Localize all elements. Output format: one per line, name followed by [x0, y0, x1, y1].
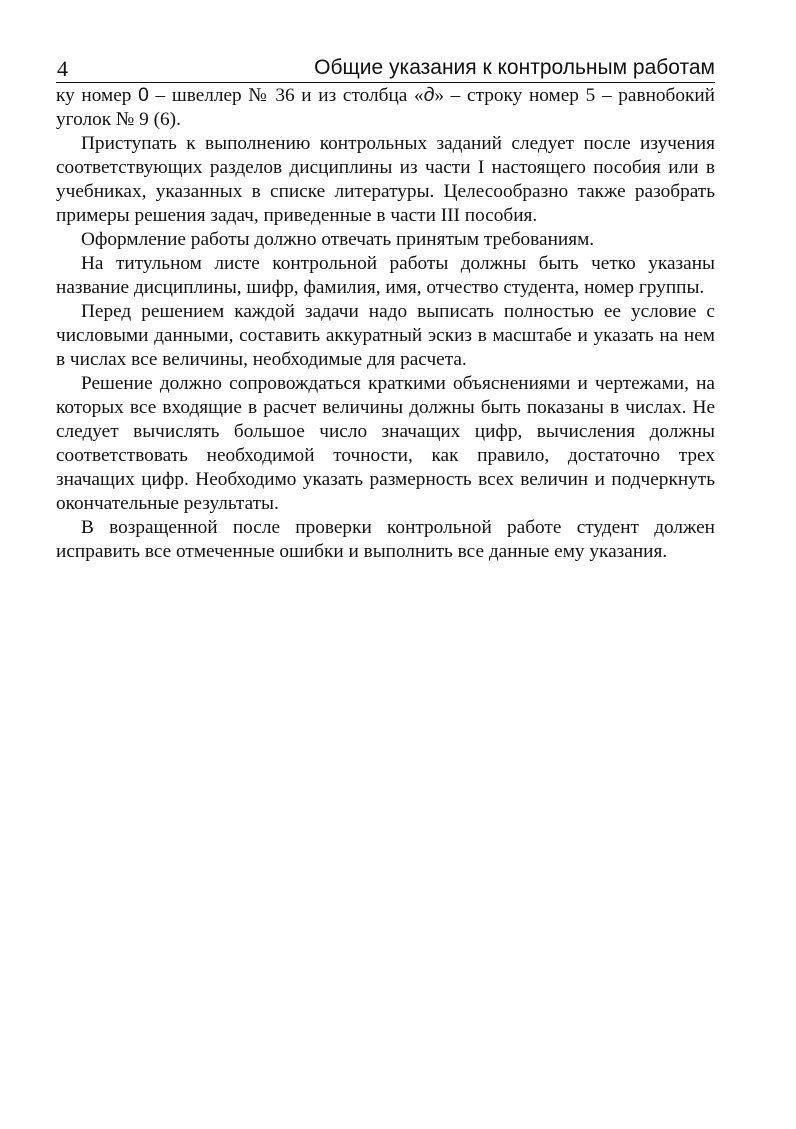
paragraph: На титульном листе контрольной работы должны быть четко указаны название дисциплины, шифр, фамилия, имя, отчество студента, номер группы. — [56, 253, 715, 298]
running-title: Общие указания к контрольным работам — [314, 56, 715, 79]
paragraph-continuation — [56, 84, 715, 132]
page-header — [56, 54, 715, 83]
paragraph: В возращенной после проверки контрольной работе студент должен исправить все отмеченные ошибки и выполнить все данные ему указания. — [56, 517, 715, 562]
text-segment: » – строку номер 5 – равнобокий уголок № 9 (6). — [56, 85, 715, 130]
paragraph: Приступать к выполнению контрольных заданий следует после изучения соответствующих разделов дисциплины из части I настоящего пособия или в учебниках, указанных в списке литературы. Целесообразно также разобрать примеры решения задач, приведенные в части III пособия. — [56, 133, 715, 226]
text-segment: – швеллер № 36 и из столбца « — [148, 85, 424, 106]
body-text — [56, 84, 715, 564]
paragraph: Перед решением каждой задачи надо выписать полностью ее условие с числовыми данными, составить аккуратный эскиз в масштабе и указать на нем в числах все величины, необходимые для расчета. — [56, 301, 715, 370]
column-letter: д — [423, 85, 435, 106]
paragraph: Оформление работы должно отвечать принятым требованиям. — [81, 229, 595, 250]
page-number: 4 — [57, 56, 68, 81]
text-segment: ку номер — [56, 85, 139, 106]
row-number-digit: 0 — [138, 85, 149, 106]
paragraph: Решение должно сопровождаться краткими объяснениями и чертежами, на которых все входящие в расчет величины должны быть показаны в числах. Не следует вычислять большое число значащих цифр, вычисления должны соответствовать необходимой точности, как правило, достаточно трех значащих цифр. Необходимо указать размерность всех величин и подчеркнуть окончательные результаты. — [56, 373, 715, 514]
